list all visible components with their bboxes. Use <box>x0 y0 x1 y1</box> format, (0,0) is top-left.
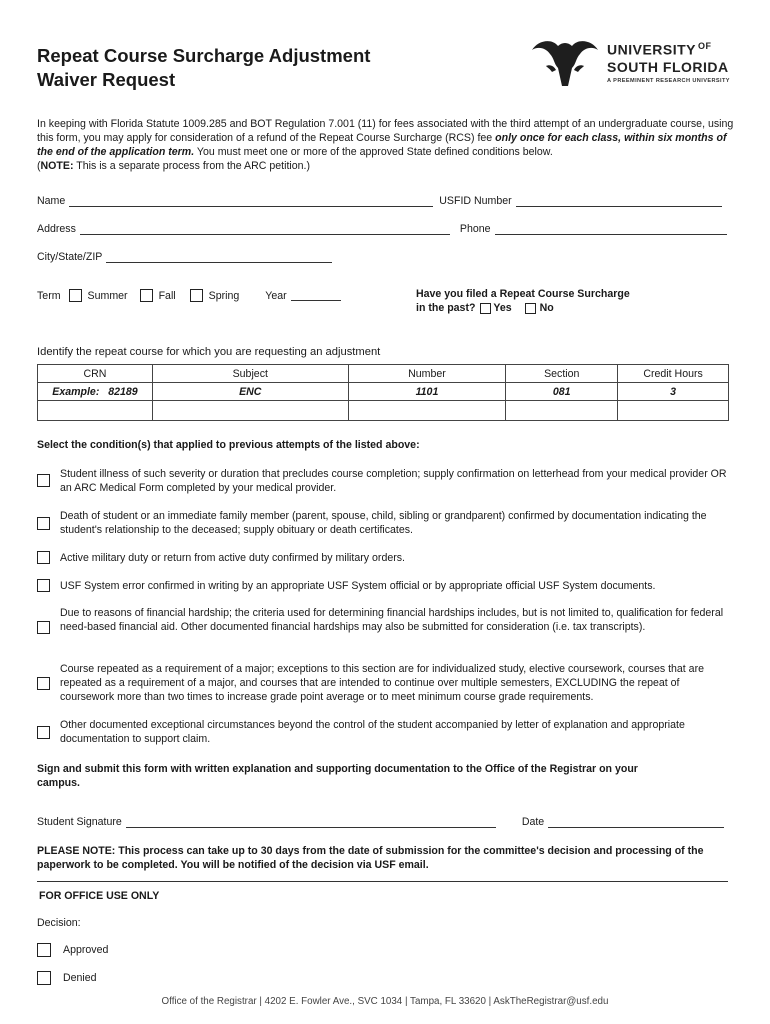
date-field[interactable] <box>548 815 724 828</box>
office-use-title: FOR OFFICE USE ONLY <box>39 890 160 902</box>
course-table-entry-row <box>38 401 729 421</box>
signature-label: Student Signature <box>37 816 122 828</box>
filed-yes-checkbox[interactable] <box>480 303 491 314</box>
course-table-example-row <box>38 383 729 401</box>
entry-section-cell[interactable] <box>506 401 618 421</box>
example-credit-hours: 3 <box>618 383 729 401</box>
filed-yes-label: Yes <box>493 302 512 314</box>
condition-major-text: Course repeated as a requirement of a major; exceptions to this section are for individualized study, elective coursework, courses that are repeated as a requirement of a major, and courses that are intended to continue over multiple semesters, EXCLUDING the repeat of coursework more than two times to increase grade point average or to meet minimum course grade requirements. <box>60 663 704 703</box>
condition-military-text: Active military duty or return from active duty confirmed by military orders. <box>60 552 405 564</box>
condition-system-error <box>37 579 737 595</box>
condition-financial-text: Due to reasons of financial hardship; the criteria used for determining financial hardships includes, but is not limited to, qualification for federal need-based financial aid. Other documented financial hardships may also be submitted for consideration (i.e. tax transcripts). <box>60 607 724 633</box>
example-crn: Example: 82189 <box>38 383 153 401</box>
condition-other-checkbox[interactable] <box>37 726 50 739</box>
name-label: Name <box>37 195 66 207</box>
col-header-section: Section <box>506 365 618 383</box>
denied-checkbox[interactable] <box>37 971 51 985</box>
fall-checkbox[interactable] <box>140 289 153 302</box>
condition-military <box>37 551 737 567</box>
condition-system-error-checkbox[interactable] <box>37 579 50 592</box>
filed-no-label: No <box>539 302 554 314</box>
condition-death <box>37 509 737 539</box>
summer-checkbox[interactable] <box>69 289 82 302</box>
please-note: PLEASE NOTE: This process can take up to 30 days from the date of submission for the committee's decision and processing of the paperwork to be completed. You will be notified of the decision via USF email. <box>37 845 704 871</box>
date-label: Date <box>521 816 545 828</box>
spring-label: Spring <box>208 289 240 302</box>
decision-label: Decision: <box>37 917 81 929</box>
course-table-header-row <box>38 365 729 383</box>
name-row <box>37 194 722 207</box>
condition-financial <box>37 606 737 650</box>
spring-checkbox[interactable] <box>190 289 203 302</box>
example-section: 081 <box>506 383 618 401</box>
usfid-field[interactable] <box>516 194 722 207</box>
conditions-title: Select the condition(s) that applied to previous attempts of the listed above: <box>37 439 420 451</box>
entry-number-cell[interactable] <box>348 401 506 421</box>
footer: Office of the Registrar | 4202 E. Fowler Ave., SVC 1034 | Tampa, FL 33620 | AskTheRegistrar@usf.edu <box>161 996 609 1007</box>
phone-field[interactable] <box>495 222 727 235</box>
entry-subject-cell[interactable] <box>152 401 348 421</box>
term-row <box>37 289 341 302</box>
approved-checkbox[interactable] <box>37 943 51 957</box>
year-label: Year <box>265 289 287 302</box>
logo-south-florida: SOUTH FLORIDA <box>607 58 729 75</box>
denied-label: Denied <box>63 972 97 984</box>
usfid-label: USFID Number <box>439 195 512 207</box>
signature-row <box>37 815 724 828</box>
usf-logo <box>528 36 734 92</box>
fall-label: Fall <box>158 289 176 302</box>
condition-illness-text: Student illness of such severity or duration that precludes course completion; supply confirmation on letterhead from your medical provider OR an ARC Medical Form completed by your medical provider. <box>60 468 727 494</box>
col-header-credit-hours: Credit Hours <box>618 365 729 383</box>
approved-option <box>37 943 108 957</box>
address-field[interactable] <box>80 222 450 235</box>
filed-question-line1: Have you filed a Repeat Course Surcharge <box>416 288 630 300</box>
condition-illness <box>37 467 737 497</box>
denied-option <box>37 971 97 985</box>
city-field[interactable] <box>106 250 332 263</box>
example-number: 1101 <box>348 383 506 401</box>
phone-label: Phone <box>459 223 491 235</box>
logo-tagline: A PREEMINENT RESEARCH UNIVERSITY <box>607 77 730 84</box>
sign-instructions: Sign and submit this form with written explanation and supporting documentation to the Office of the Registrar on your campus. <box>37 763 638 789</box>
col-header-number: Number <box>348 365 506 383</box>
course-table-title: Identify the repeat course for which you are requesting an adjustment <box>37 346 381 358</box>
course-table <box>37 364 729 421</box>
title-line-1: Repeat Course Surcharge Adjustment <box>37 45 371 66</box>
col-header-subject: Subject <box>152 365 348 383</box>
address-row <box>37 222 727 235</box>
entry-credit-hours-cell[interactable] <box>618 401 729 421</box>
name-field[interactable] <box>69 194 433 207</box>
address-label: Address <box>37 223 76 235</box>
filed-question <box>416 287 630 315</box>
condition-illness-checkbox[interactable] <box>37 474 50 487</box>
condition-death-checkbox[interactable] <box>37 517 50 530</box>
form-title <box>37 44 370 92</box>
bull-horns-icon <box>528 36 602 92</box>
condition-major-checkbox[interactable] <box>37 677 50 690</box>
year-field[interactable] <box>291 290 341 301</box>
condition-military-checkbox[interactable] <box>37 551 50 564</box>
entry-crn-cell[interactable] <box>38 401 153 421</box>
col-header-crn: CRN <box>38 365 153 383</box>
condition-death-text: Death of student or an immediate family member (parent, spouse, child, sibling or grandparent) confirmed by documentation indicating the student's relationship to the deceased; supply obituary or death certificates. <box>60 510 707 536</box>
condition-other <box>37 718 737 748</box>
filed-no-checkbox[interactable] <box>525 303 536 314</box>
signature-field[interactable] <box>126 815 496 828</box>
condition-financial-checkbox[interactable] <box>37 621 50 634</box>
city-label: City/State/ZIP <box>37 251 103 263</box>
condition-major <box>37 662 737 706</box>
summer-label: Summer <box>87 289 128 302</box>
logo-university: UNIVERSITY $^{OF}$ <box>607 41 712 58</box>
intro-paragraph: In keeping with Florida Statute 1009.285 and BOT Regulation 7.001 (11) for fees associated with the third attempt of an undergraduate course, using this form, you may apply for consideration of a refund of the Repeat Course Surcharge (RCS) fee only once for each class, within six months of the end of the application term. You must meet one or more of the approved State defined conditions below. (NOTE: This is a separate process from the ARC petition.) <box>37 118 734 172</box>
condition-other-text: Other documented exceptional circumstances beyond the control of the student accompanied by letter of explanation and appropriate documentation to support claim. <box>60 719 685 745</box>
example-subject: ENC <box>152 383 348 401</box>
filed-question-line2: in the past? <box>416 302 476 314</box>
city-row <box>37 250 332 263</box>
condition-system-error-text: USF System error confirmed in writing by an appropriate USF System official or by appropriate official USF System documents. <box>60 580 656 592</box>
approved-label: Approved <box>63 944 109 956</box>
term-label: Term <box>37 289 61 302</box>
title-line-2: Waiver Request <box>37 69 176 90</box>
office-divider <box>37 881 728 882</box>
